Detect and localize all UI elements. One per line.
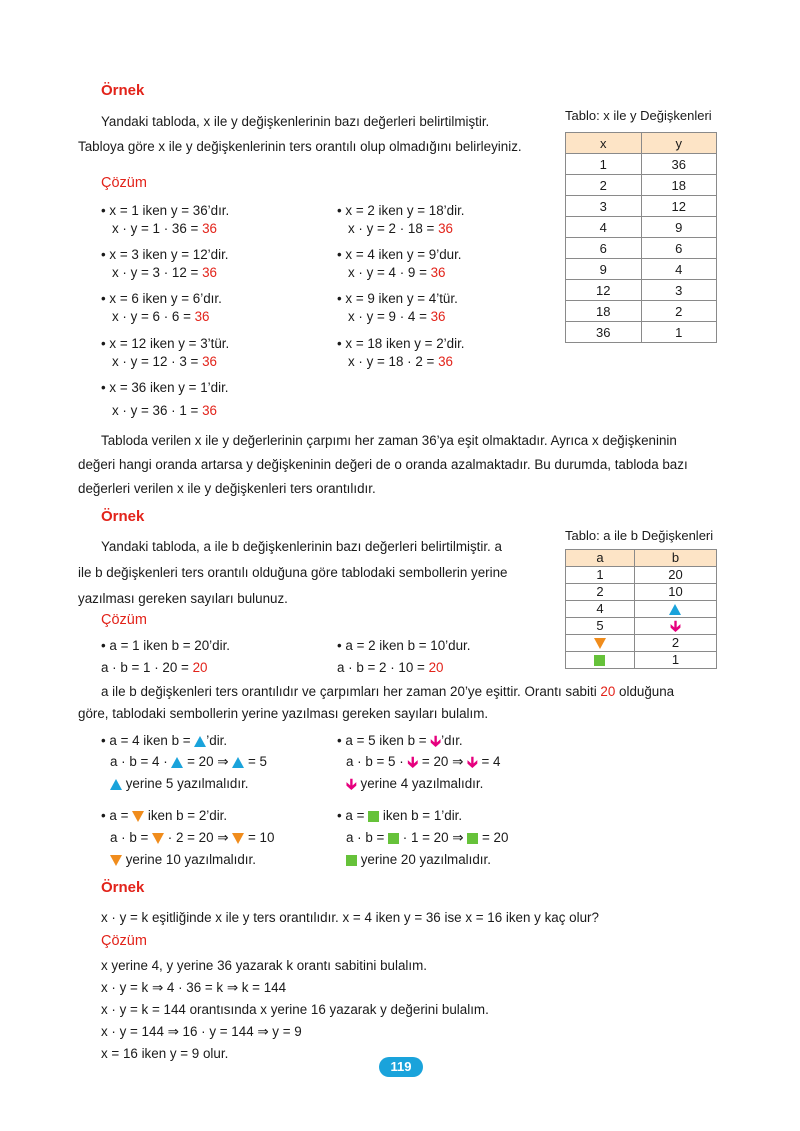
table-cell: 4 — [641, 259, 717, 280]
text-part: x · y = 3 · 12 = — [112, 265, 203, 280]
solution-title: Çözüm — [101, 933, 147, 949]
solution-line: x · y = 144 ⇒ 16 · y = 144 ⇒ y = 9 — [101, 1024, 302, 1039]
paragraph-line: Yandaki tabloda, a ile b değişkenlerinin bazı değerleri belirtilmiştir. a — [101, 539, 502, 554]
text-part: yerine 5 yazılmalıdır. — [122, 776, 249, 791]
text-part: yerine 4 yazılmalıdır. — [356, 776, 484, 791]
symbol-equation — [110, 754, 267, 770]
green-square-icon — [388, 833, 399, 844]
table-cell: 4 — [566, 601, 635, 618]
paragraph-line: Tabloda verilen x ile y değerlerinin çarpımı her zaman 36’ya eşit olmaktadır. Ayrıca x değişkeninin — [101, 433, 677, 448]
table-cell: 18 — [641, 175, 717, 196]
table-cell: 1 — [566, 154, 642, 175]
text-part: x · y = 36 · 1 = — [112, 403, 203, 418]
solution-line: x = 16 iken y = 9 olur. — [101, 1046, 229, 1061]
table-row — [566, 618, 717, 635]
green-square-icon — [368, 811, 379, 822]
table-row — [566, 196, 717, 217]
text-part: = 10 — [244, 830, 275, 845]
text-part: • a = 4 iken b = — [101, 733, 195, 748]
text-part: · 2 = 20 ⇒ — [164, 830, 233, 845]
solution-lines — [101, 955, 489, 1065]
table-row — [566, 175, 717, 196]
orange-triangle-down-icon — [132, 811, 144, 822]
table-row — [566, 154, 717, 175]
text-part: · 1 = 20 ⇒ — [399, 830, 468, 845]
solution-item — [101, 660, 207, 675]
green-square-icon — [346, 855, 357, 866]
orange-triangle-down-icon — [232, 833, 244, 844]
table-cell: 2 — [641, 301, 717, 322]
magenta-arrow-down-icon: 🡳 — [670, 618, 681, 636]
green-square-icon — [467, 833, 478, 844]
blue-triangle-up-icon — [669, 604, 681, 615]
paragraph-line: ile b değişkenleri ters orantılı olduğuna göre tablodaki sembollerin yerine — [78, 565, 508, 580]
text-part: a · b = 4 · — [110, 754, 172, 769]
symbol-result — [346, 776, 483, 791]
table-cell — [634, 601, 716, 618]
table-cell: 1 — [634, 652, 716, 669]
table-cell: 36 — [641, 154, 717, 175]
product-line — [348, 265, 446, 280]
solution-item: • x = 18 iken y = 2’dir. — [337, 336, 465, 351]
solution-item: • x = 4 iken y = 9’dur. — [337, 247, 462, 262]
example-heading: Örnek — [101, 508, 145, 525]
table-cell: 4 — [566, 217, 642, 238]
symbol-result — [110, 776, 249, 791]
result-value: 36 — [202, 403, 217, 418]
table-header: a — [566, 550, 635, 567]
example-heading: Örnek — [101, 879, 145, 896]
solution-item: • x = 6 iken y = 6’dır. — [101, 291, 222, 306]
solution-item: • x = 2 iken y = 18’dir. — [337, 203, 465, 218]
result-value: 36 — [202, 265, 217, 280]
table-row — [566, 322, 717, 343]
table-row — [566, 301, 717, 322]
orange-triangle-down-icon — [152, 833, 164, 844]
text-part: ’dır. — [441, 733, 463, 748]
table-header: x — [566, 133, 642, 154]
solution-line: x yerine 4, y yerine 36 yazarak k orantı sabitini bulalım. — [101, 958, 427, 973]
product-line: a · b = 2 · 10 = — [337, 660, 429, 675]
magenta-arrow-down-icon: 🡳 — [430, 732, 442, 750]
text-part: a · b = — [110, 830, 153, 845]
text-part: • a = 5 iken b = — [337, 733, 431, 748]
text-part: yerine 10 yazılmalıdır. — [122, 852, 256, 867]
table-row — [566, 567, 717, 584]
result-value: 20 — [428, 660, 444, 675]
product-line: a · b = 1 · 20 = — [101, 660, 193, 675]
table-cell: 2 — [566, 584, 635, 601]
example-heading: Örnek — [101, 82, 145, 99]
text-part: x · y = 18 · 2 = — [348, 354, 439, 369]
table-header: y — [641, 133, 717, 154]
table-cell — [634, 618, 716, 635]
solution-line: x · y = k ⇒ 4 · 36 = k ⇒ k = 144 — [101, 980, 287, 995]
solution-line: x · y = k = 144 orantısında x yerine 16 yazarak y değerini bulalım. — [101, 1002, 489, 1017]
text-part: x · y = 6 · 6 = — [112, 309, 195, 324]
text-part: iken b = 1’dir. — [379, 808, 463, 823]
product-line — [112, 354, 217, 369]
result-value: 36 — [438, 221, 453, 236]
paragraph-line: göre, tablodaki sembollerin yerine yazılması gereken sayıları bulalım. — [78, 706, 489, 721]
green-square-icon — [594, 655, 605, 666]
constant-value: 20 — [600, 684, 616, 699]
text-part: x · y = 9 · 4 = — [348, 309, 431, 324]
text-part: • a = — [101, 808, 133, 823]
table-cell — [566, 635, 635, 652]
table-cell: 9 — [641, 217, 717, 238]
orange-triangle-down-icon — [594, 638, 606, 649]
result-value: 36 — [194, 309, 210, 324]
text-part: = 20 ⇒ — [418, 754, 468, 769]
paragraph-line: yazılması gereken sayıları bulunuz. — [78, 591, 288, 606]
table-row — [566, 635, 717, 652]
table-cell: 20 — [634, 567, 716, 584]
example-text — [78, 535, 508, 611]
table-cell: 1 — [641, 322, 717, 343]
solution-item: • x = 9 iken y = 4’tür. — [337, 291, 458, 306]
example-text-line: Yandaki tabloda, x ile y değişkenlerinin bazı değerleri belirtilmiştir. — [101, 114, 490, 129]
symbol-equation — [110, 830, 274, 846]
text-part: a · b = — [346, 830, 389, 845]
table-cell: 12 — [566, 280, 642, 301]
table-cell — [566, 652, 635, 669]
magenta-arrow-down-icon: 🡳 — [346, 775, 357, 793]
table-cell: 3 — [641, 280, 717, 301]
result-value: 36 — [202, 221, 217, 236]
table-row — [566, 280, 717, 301]
table-cell: 6 — [566, 238, 642, 259]
paragraph-line: değeri hangi oranda artarsa y değişkeninin değeri de o oranda azalmaktadır. Bu durumda, tabloda bazı — [78, 457, 688, 472]
product-line — [112, 265, 217, 280]
table-cell: 12 — [641, 196, 717, 217]
solution-item: • x = 36 iken y = 1’dir. — [101, 380, 229, 395]
symbol-item — [337, 808, 462, 823]
table-cell: 2 — [566, 175, 642, 196]
text-part: x · y = 12 · 3 = — [112, 354, 203, 369]
example-text-line: Tabloya göre x ile y değişkenlerinin ters orantılı olup olmadığını belirleyiniz. — [78, 139, 522, 154]
magenta-arrow-down-icon: 🡳 — [467, 753, 478, 771]
text-part: x · y = 2 · 18 = — [348, 221, 439, 236]
symbol-result — [110, 852, 256, 867]
text-part: x · y = 4 · 9 = — [348, 265, 431, 280]
text-part: x · y = 1 · 36 = — [112, 221, 203, 236]
table-cell: 1 — [566, 567, 635, 584]
blue-triangle-up-icon — [232, 757, 244, 768]
symbol-result — [346, 852, 491, 867]
table-header: b — [634, 550, 716, 567]
solution-item: • x = 1 iken y = 36’dır. — [101, 203, 230, 218]
table-caption: Tablo: x ile y Değişkenleri — [565, 108, 712, 123]
text-part: = 20 ⇒ — [183, 754, 233, 769]
result-value: 36 — [430, 309, 446, 324]
symbol-item — [101, 808, 227, 823]
symbol-equation — [346, 754, 501, 770]
orange-triangle-down-icon — [110, 855, 122, 866]
xy-table — [565, 132, 717, 343]
table-caption: Tablo: a ile b Değişkenleri — [565, 528, 714, 543]
result-value: 36 — [430, 265, 446, 280]
table-row — [566, 259, 717, 280]
solution-item — [337, 660, 443, 675]
solution-item: • x = 12 iken y = 3’tür. — [101, 336, 230, 351]
product-line — [348, 354, 453, 369]
table-cell: 36 — [566, 322, 642, 343]
table-cell: 5 — [566, 618, 635, 635]
text-part: • a = — [337, 808, 369, 823]
text-part: a · b = 5 · — [346, 754, 408, 769]
table-cell: 2 — [634, 635, 716, 652]
conclusion-paragraph — [78, 429, 688, 501]
table-row — [566, 217, 717, 238]
text-part: = 4 — [477, 754, 501, 769]
text-part: yerine 20 yazılmalıdır. — [357, 852, 491, 867]
text-part: olduğuna — [615, 684, 675, 699]
blue-triangle-up-icon — [194, 736, 206, 747]
text-part: ’dir. — [206, 733, 228, 748]
product-line — [348, 309, 446, 324]
table-cell: 3 — [566, 196, 642, 217]
text-part: = 5 — [244, 754, 267, 769]
solution-item: • x = 3 iken y = 12’dir. — [101, 247, 229, 262]
text-part: = 20 — [478, 830, 509, 845]
product-line — [112, 221, 217, 236]
blue-triangle-up-icon — [110, 779, 122, 790]
symbol-equation — [346, 830, 508, 846]
text-part: iken b = 2’dir. — [144, 808, 228, 823]
result-value: 20 — [192, 660, 208, 675]
paragraph-line — [101, 684, 674, 699]
solution-title: Çözüm — [101, 612, 147, 628]
symbol-item — [337, 733, 463, 748]
result-value: 36 — [202, 354, 217, 369]
table-row — [566, 652, 717, 669]
solution-item: • a = 2 iken b = 10’dur. — [337, 638, 471, 653]
blue-triangle-up-icon — [171, 757, 183, 768]
product-line — [112, 309, 210, 324]
magenta-arrow-down-icon: 🡳 — [407, 753, 419, 771]
table-cell: 18 — [566, 301, 642, 322]
product-line — [112, 403, 217, 418]
solution-item: • a = 1 iken b = 20’dir. — [101, 638, 231, 653]
table-cell: 9 — [566, 259, 642, 280]
product-line — [348, 221, 453, 236]
ab-table — [565, 549, 717, 669]
symbol-item — [101, 733, 227, 748]
text-part: a ile b değişkenleri ters orantılıdır ve çarpımları her zaman 20’ye eşittir. Orantı sabiti — [101, 684, 601, 699]
table-cell: 10 — [634, 584, 716, 601]
table-row — [566, 238, 717, 259]
table-row — [566, 584, 717, 601]
solution-title: Çözüm — [101, 175, 147, 191]
table-cell: 6 — [641, 238, 717, 259]
result-value: 36 — [438, 354, 453, 369]
page-number: 119 — [379, 1057, 423, 1077]
question-text: x · y = k eşitliğinde x ile y ters orantılıdır. x = 4 iken y = 36 ise x = 16 iken y kaç olur? — [101, 910, 599, 925]
table-row — [566, 601, 717, 618]
paragraph-line: değerleri verilen x ile y değişkenleri ters orantılıdır. — [78, 481, 376, 496]
